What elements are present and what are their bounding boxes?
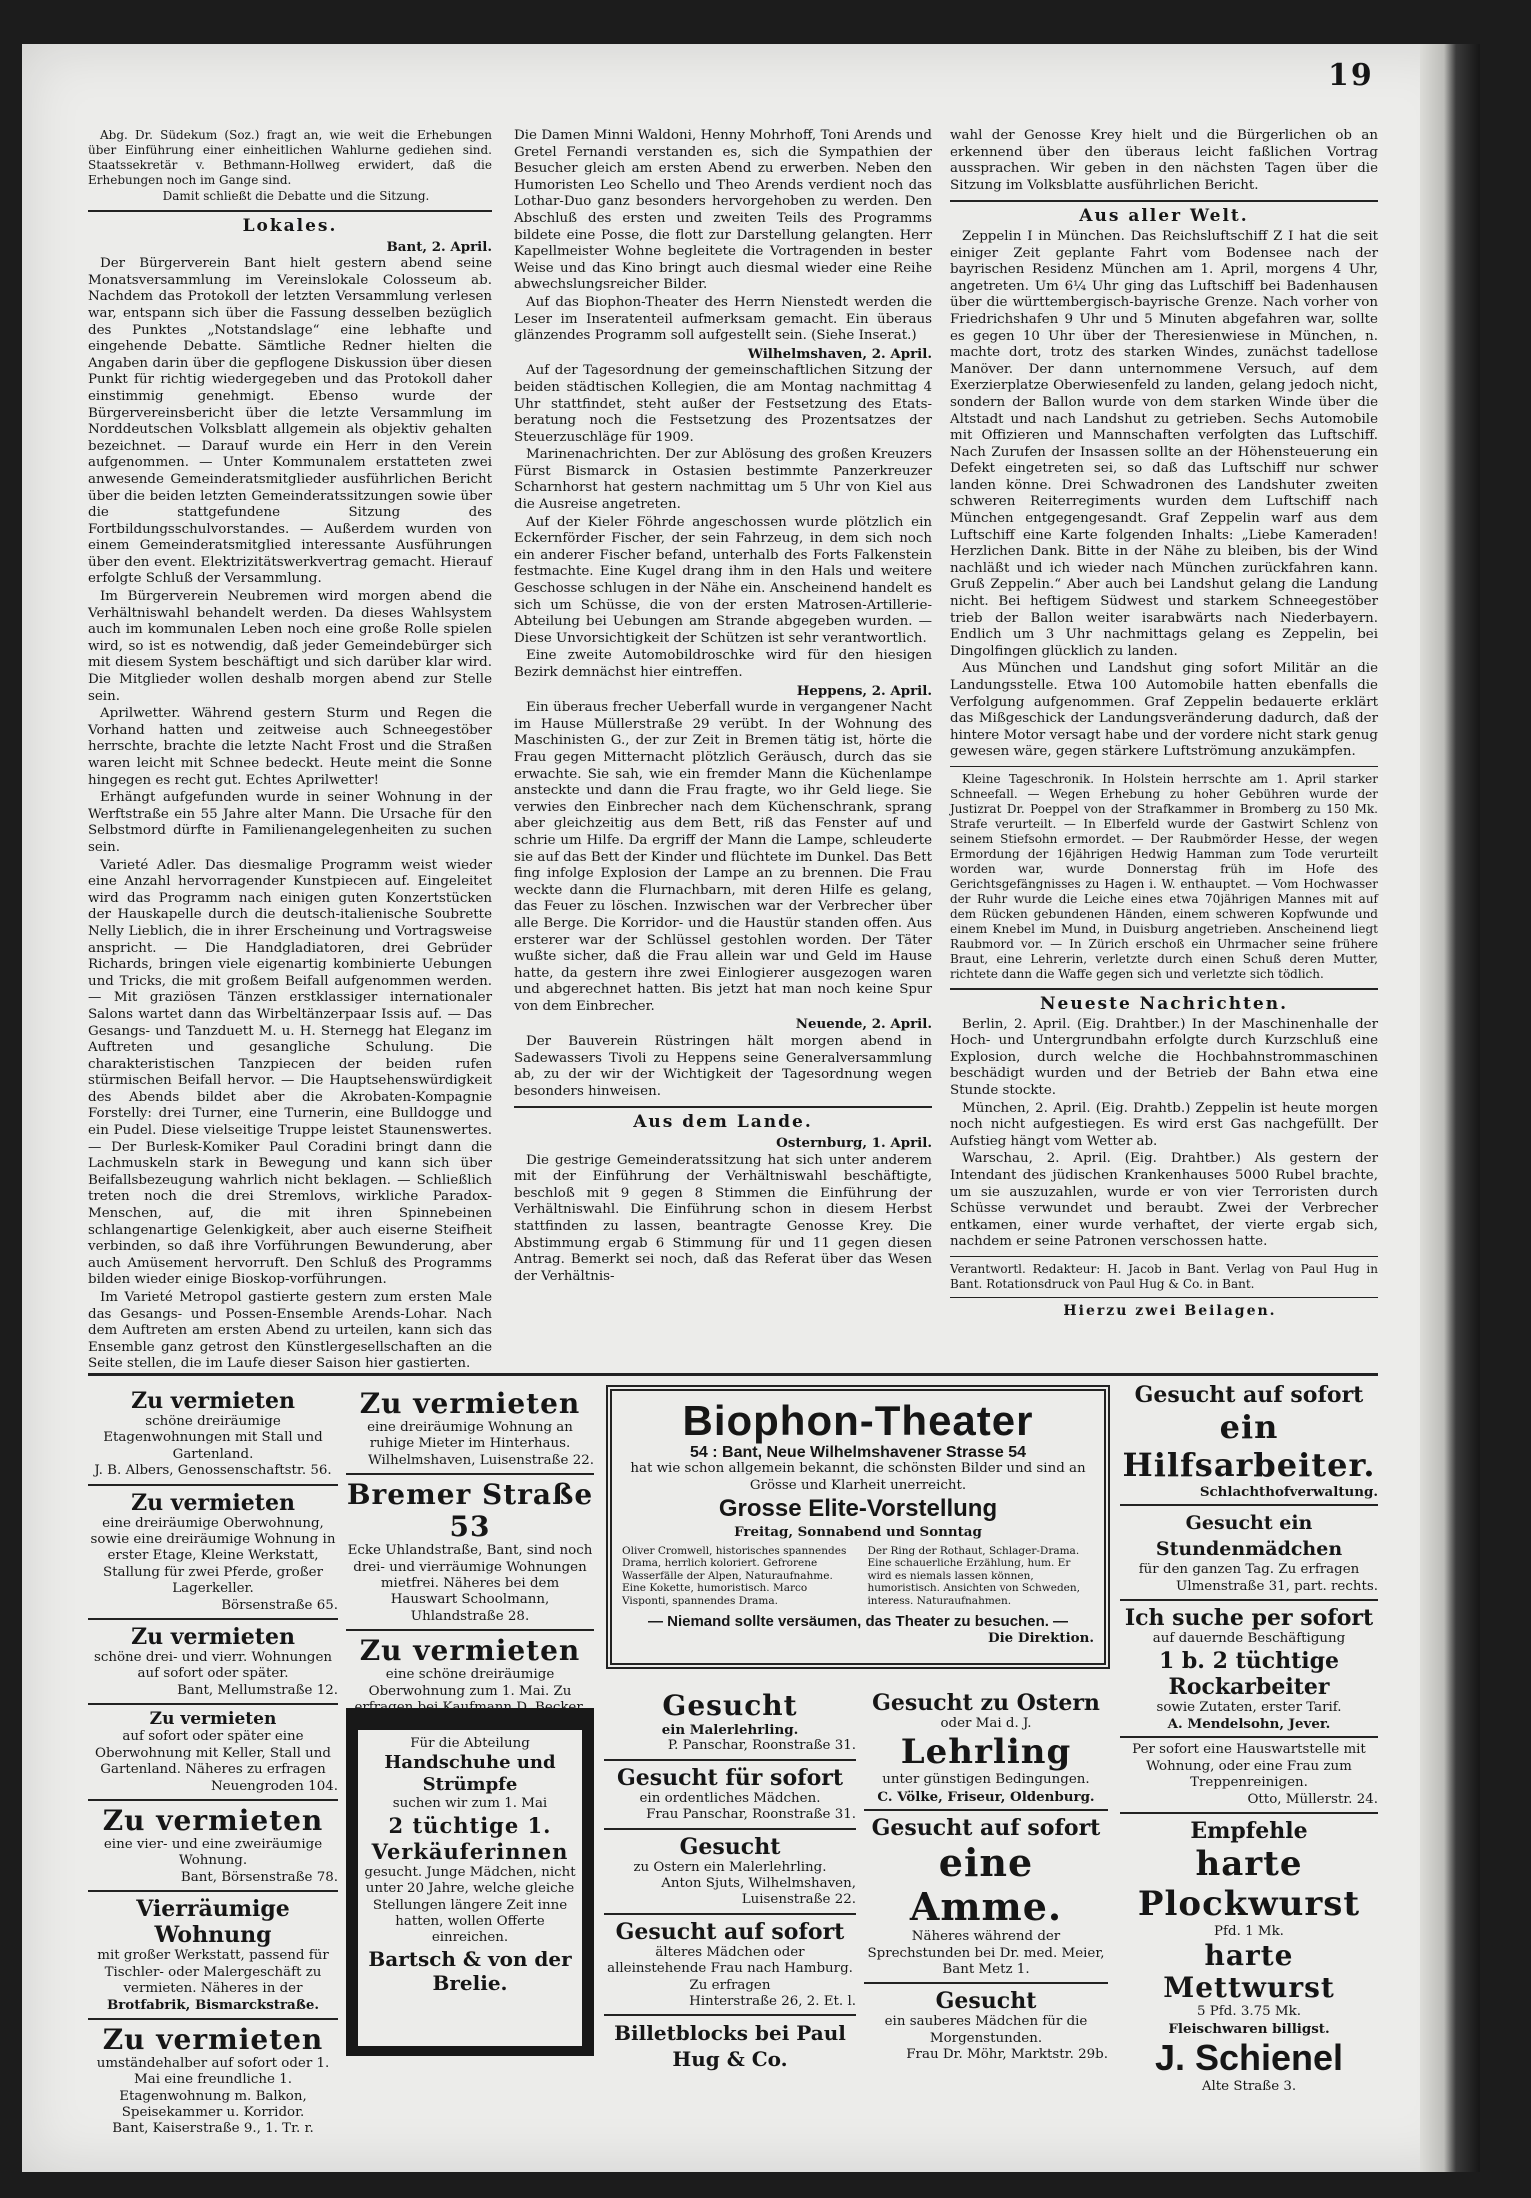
ad-title: Zu vermieten	[102, 1803, 324, 1837]
ad-signature: Bant, Mellumstraße 12.	[177, 1682, 338, 1698]
ad-text: eine dreiräumige Oberwohnung, sowie eine dreiräumige Wohnung in erster Etage, Kleine Werkstatt, Stallung für zwei Pferde, großer Lagerkeller.	[90, 1515, 336, 1597]
ad-text: für den ganzen Tag. Zu erfragen	[1138, 1562, 1360, 1578]
ad-signature: Bartsch & von der Brelie.	[368, 1946, 572, 1996]
ad-title: Zu vermieten	[131, 1388, 295, 1414]
ad-signature: Anton Sjuts, Wilhelmshaven, Luisenstraße 22.	[661, 1876, 856, 1908]
section-heading-neueste: Neueste Nachrichten.	[1039, 993, 1289, 1014]
section-heading-welt: Aus aller Welt.	[1079, 206, 1249, 227]
news-muenchen: München, 2. April. (Eig. Drahtb.) Zeppelin ist heute morgen noch nicht aufgestiegen. Es wird erst Gas nachgefüllt. Der Aufstieg hängt vom Wetter ab.	[950, 1100, 1378, 1149]
ad-divider	[1120, 1812, 1378, 1814]
ad-signature: J. B. Albers, Genossenschaftstr. 56.	[94, 1463, 332, 1479]
ad-signature: A. Mendelsohn, Jever.	[1167, 1716, 1331, 1733]
ad-column-b	[346, 1388, 594, 1733]
ad-text: Per sofort eine Hauswartstelle mit Wohnung, oder eine Frau zum Treppenreinigen.	[1132, 1742, 1366, 1791]
ad-signature: Wilhelmshaven, Luisenstraße 22.	[367, 1452, 594, 1468]
ad-title: Gesucht	[935, 1988, 1037, 2015]
ad-title: Zu vermieten	[131, 1489, 295, 1516]
ad-headline: Grosse Elite-Vorstellung	[718, 1495, 998, 1523]
ad-text: zu Ostern ein Malerlehrling.	[633, 1859, 827, 1875]
ad-signature: Frau Dr. Möhr, Marktstr. 29b.	[906, 2047, 1108, 2063]
ad-text: ein Malerlehrling.	[661, 1722, 799, 1738]
section-heading-lokales: Lokales.	[242, 216, 338, 236]
article-marinenachrichten: Marinenachrichten. Der zur Ablösung des großen Kreuzers Fürst Bismarck in Ostasien bestimmte Panzerkreuzer Scharnhorst hat gestern nachmittag um 5 Uhr von Kiel aus die Ausreise angetreten.	[514, 447, 932, 513]
ad-signature: Börsenstraße 65.	[221, 1597, 338, 1613]
ad-divider	[88, 1890, 338, 1892]
ad-signature: Brotfabrik, Bismarckstraße.	[106, 1997, 320, 2014]
article-variete-adler: Varieté Adler. Das diesmalige Programm weist wieder eine Anzahl hervorragender Kunstpiecen auf. Eingeleitet wird das Programm nach einigen guten Konzertstücken der Hauskapelle durch die deutsch-italienische Soubrette Nelly Lieblich, die in ihrer Erscheinung und Vortragsweise anspricht. — Die Handgladiatoren, drei Gebrüder Richards, bringen viele eigenartig kombinierte Uebungen und Tricks, die mit großem Beifall aufgenommen werden. — Mit graziösen Tänzen erstklassiger internationaler Salons wartet dann das Wirbeltänzerpaar Issis auf. — Das Gesangs- und Tanzduett M. u. H. Sternegg hat Eleganz im Auftreten und gesangliche Schulung. Die charakteristischen Tanzpiecen der beiden rufen stürmischen Beifall hervor. — Die Hauptsehenswürdigkeit des Abends bildet aber die Akrobaten-Kompagnie Forstelly: drei Turner, eine Turnerin, eine Bulldogge und ein Pudel. Diese vielseitige Truppe leistet Staunenswertes. — Der Burlesk-Komiker Paul Coradini bringt dann die Lachmuskeln stark in Bewegung und kann sich über Beifallsbezeugung wahrlich nicht beklagen. — Schließlich treten noch die drei Stremlovs, wirkliche Paradox-Menschen, auf, die mit ihren Spinnebeinen schlangenartige Gelenkigkeit, aber auch eiserne Steifheit verbinden, so daß ihre Vorführungen Bewunderung, aber auch Amüsement hervorruft. Den Schluß des Programms bilden wieder einige Bioskop-vorführungen.	[88, 857, 492, 1288]
article-gemeinderat: Die gestrige Gemeinderatssitzung hat sich unter anderem mit der Einführung der Verhältniswahl beschäftigte, beschloß mit 9 gegen 8 Stimmen die Einführung der Verhältniswahl. Die Einführung schon in diesem Herbst stattfinden zu lassen, beantragte Genosse Krey. Die Abstimmung ergab 6 Stimmung für und 11 gegen diesen Antrag. Bemerkt sei noch, daß das Referat über das Wesen der Verhältnis-	[514, 1152, 932, 1284]
ad-divider	[88, 1618, 338, 1620]
dateline: Heppens, 2. April.	[796, 682, 932, 699]
divider	[950, 988, 1378, 990]
parliament-note: Abg. Dr. Südekum (Soz.) fragt an, wie weit die Erhebungen über Einführung einer einheitlichen Wahlurne gediehen sind. Staatssekretär v. Bethmann-Hollweg erwidert, daß die Erhebungen noch im Gange sind.	[88, 128, 492, 187]
ad-handschuhe-inner	[358, 1730, 582, 2046]
ad-headline: Lehrling	[900, 1732, 1072, 1773]
ad-title: Gesucht	[679, 1833, 781, 1860]
ad-headline: ein Hilfsarbeiter.	[1122, 1408, 1376, 1484]
ad-divider	[1120, 1504, 1378, 1506]
ad-price: 5 Pfd. 3.75 Mk.	[1197, 2004, 1301, 2020]
ad-title: Gesucht auf sofort	[871, 1815, 1101, 1842]
ad-title: Gesucht ein Stundenmädchen	[1155, 1512, 1343, 1561]
ad-text: ein ordentliches Mädchen.	[639, 1790, 821, 1806]
divider	[88, 210, 492, 212]
ads-divider	[88, 1373, 1378, 1376]
article-erhaengt: Erhängt aufgefunden wurde in seiner Wohnung in der Werftstraße ein 55 Jahre alter Mann. Die Ursache für den Selbstmord dürfte in Familienangelegenheiten zu suchen sein.	[88, 790, 492, 855]
parliament-close: Damit schließt die Debatte und die Sitzung.	[162, 189, 430, 203]
article-aprilwetter: Aprilwetter. Während gestern Sturm und Regen die Vorhand hatten und zeitweise auch Schneegestöber herrschte, brachte die letzte Nacht Frost und die Straßen waren leicht mit Schnee bedeckt. Heute meint die Sonne hingegen es recht gut. Echtes Aprilwetter!	[88, 706, 492, 788]
ad-divider	[88, 1703, 338, 1705]
ad-text: Ecke Uhlandstraße, Bant, sind noch drei- und vierräumige Wohnungen mietfrei. Näheres bei dem Hauswart Schoolmann, Uhlandstraße 28.	[347, 1543, 593, 1624]
divider	[950, 766, 1378, 767]
binding-edge	[1420, 44, 1480, 2172]
ad-text: hat wie schon allgemein bekannt, die schönsten Bilder und sind an Grösse und Klarheit unerreicht.	[630, 1461, 1086, 1493]
ad-title: Biophon-Theater	[682, 1397, 1034, 1444]
article-zeppelin-cont: Aus München und Landshut ging sofort Militär an die Landungsstelle. Etwa 100 Automobile hatten ebenfalls die Verfolgung aufgenommen. Graf Zeppelin bedauerte erklärt das Mißgeschick der Landungsveränderung dadurch, daß der hintere Motor versagt habe und der vordere nicht stark genug gewesen wäre, gegen stärkere Luftströmung anzukämpfen.	[950, 661, 1378, 760]
ad-divider	[864, 1982, 1108, 1984]
article-ueberfall: Ein überaus frecher Ueberfall wurde in vergangener Nacht im Hause Müllerstraße 29 verübt. In der Wohnung des Maschinisten G., der zur Zeit in Bremen tätig ist, hörte die Frau gegen Mitternacht plötzlich Geräusch, durch das sie erwachte. Sie sah, wie ein fremder Mann die Küchenlampe ansteckte und dann die Frau fragte, wo ihr Geld liege. Sie verwies den Einbrecher nach dem Küchenschrank, sprang aber gleichzeitig aus dem Bett, riß das Fenster auf und schrie um Hilfe. Da ergriff der Mann die Lampe, schleuderte sie auf das Bett der Kinder und flüchtete im Dunkel. Das Bett fing infolge Explosion der Lampe an zu brennen. Die Frau weckte dann die Flurnachbarn, mit deren Hilfe es gelang, das Feuer zu löschen. Inzwischen war der Verbrecher über alle Berge. Die Korridor- und die Haustür standen offen. Aus ersterer war der Schlüssel gestohlen worden. Der Täter wußte sicher, daß die Frau allein war und Geld im Hause hatte, da gestern ihre zwei Einlogierer ausgezogen waren und abgerechnet hatten. Bis jetzt hat man noch keine Spur von dem Einbrecher.	[514, 700, 932, 1014]
ad-program	[622, 1545, 1094, 1608]
ad-title: Bremer Straße 53	[346, 1478, 594, 1544]
ad-title: Gesucht auf sofort	[1134, 1382, 1364, 1408]
divider	[950, 1297, 1378, 1298]
ad-text: oder Mai d. J.	[940, 1716, 1032, 1731]
ad-signature: Die Direktion.	[987, 1630, 1094, 1646]
beilagen-note: Hierzu zwei Beilagen.	[1063, 1302, 1277, 1319]
ad-headline: 1 b. 2 tüchtige Rockarbeiter	[1158, 1647, 1340, 1700]
ad-divider	[604, 2014, 856, 2016]
dateline: Wilhelmshaven, 2. April.	[747, 345, 932, 362]
ad-signature: J. Schienel	[1154, 2037, 1344, 2079]
column-2	[514, 128, 932, 1286]
imprint: Verantwortl. Redakteur: H. Jacob in Bant. Verlag von Paul Hug in Bant. Rotationsdruck von Paul Hug & Co. in Bant.	[950, 1261, 1378, 1291]
ad-title: Ich suche per sofort	[1124, 1605, 1374, 1632]
ad-headline: eine Amme.	[909, 1840, 1063, 1930]
dateline: Bant, 2. April.	[386, 238, 492, 255]
ad-column-a	[88, 1388, 338, 2138]
article-tageschronik: Kleine Tageschronik. In Holstein herrschte am 1. April starker Schneefall. — Wegen Erhebung zu hoher Gebühren wurde der Justizrat Dr. Poeppel von der Strafkammer in Bromberg zu 150 Mk. Strafe verurteilt. — In Elberfeld wurde der Gastwirt Schlenz von seinem Stiefsohn ermordet. — Der Raubmörder Hesse, der wegen Ermordung der 16jährigen Hedwig Hamman zum Tode verurteilt worden war, wurde Donnerstag früh im Hofe des Gerichtsgefängnisses zu Hagen i. W. enthauptet. — Vom Hochwasser der Ruhr wurde die Leiche eines etwa 70jährigen Mannes mit auf dem Rücken gebundenen Händen, einem schweren Kopfwunde und einem Knebel im Mund, in Duisburg angetrieben. Anscheinend liegt Raubmord vor. — In Zürich erschoß ein Uhrmacher seine frühere Braut, eine Lehrerin, verletzte durch einen Schuß deren Mutter, richtete dann die Waffe gegen sich und verletzte sich tödlich.	[950, 771, 1378, 981]
page-number: 19	[1328, 58, 1374, 93]
news-berlin: Berlin, 2. April. (Eig. Drahtber.) In der Maschinenhalle der Hoch- und Untergrundbahn erfolgte durch Kurzschluß eine Explosion, durch welche die Hochbahnstrommaschinen beschädigt wurden und der Betrieb der Bahn etwa eine Stunde stockte.	[950, 1016, 1378, 1098]
news-warschau: Warschau, 2. April. (Eig. Drahtber.) Als gestern der Intendant des jüdischen Krankenhauses 5000 Rubel brachte, um sie auszuzahlen, wurde er von vier Terroristen durch Schüsse verwundet und beraubt. Zwei der Verbrecher entkamen, einer wurde verhaftet, der vierte ergab sich, nachdem er seine Patronen verschossen hatte.	[950, 1151, 1378, 1250]
ad-title: Zu vermieten	[359, 1387, 581, 1420]
ad-text: auf sofort oder später eine Oberwohnung mit Keller, Stall und Gartenland. Näheres zu erfragen	[94, 1729, 332, 1778]
ad-divider	[88, 2018, 338, 2020]
ad-text: Für die Abteilung	[410, 1736, 530, 1751]
ad-text: eine schöne dreiräumige Oberwohnung zum 1. Mai. Zu	[368, 1667, 572, 1699]
divider	[514, 1106, 932, 1108]
article-neubremen: Im Bürgerverein Neubremen wird morgen abend die Verhältniswahl behandelt werden. Da dieses Wahlsystem auch im kommunalen Leben noch eine große Rolle spielen wird, so ist es notwendig, daß jeder Gemeindebürger sich mit diesem System beschäftigt und sich darüber klar wird. Die Mitglieder wollen deshalb morgen abend zur Stelle sein.	[88, 589, 492, 704]
ad-divider	[346, 1629, 594, 1631]
ad-days: Freitag, Sonnabend und Sonntag	[734, 1524, 982, 1541]
ad-text: älteres Mädchen oder alleinstehende Frau nach Hamburg. Zu erfragen	[607, 1944, 853, 1993]
ad-headline: 2 tüchtige 1. Verkäuferinnen	[371, 1812, 569, 1864]
article-automobildroschke: Eine zweite Automobildroschke wird für den hiesigen Bezirk demnächst hier eintreffen.	[514, 648, 932, 680]
column-3	[950, 128, 1378, 1320]
ad-signature: P. Panschar, Roonstraße 31.	[667, 1738, 856, 1754]
ad-title: Zu vermieten	[102, 2022, 324, 2056]
ad-signature: Bant, Börsenstraße 78.	[180, 1869, 338, 1885]
ad-text: sowie Zutaten, erster Tarif.	[1156, 1699, 1342, 1715]
article-gemeinderat-cont: wahl der Genosse Krey hielt und die Bürgerlichen ob an erkennend über den überaus leicht faßlichen Vortrag aussprachen. Wir geben in den nächsten Tagen über die Sitzung im Volksblatte ausführlichen Bericht.	[950, 128, 1378, 193]
ad-signature: Neuengroden 104.	[210, 1778, 338, 1794]
divider	[950, 200, 1378, 202]
section-heading-lande: Aus dem Lande.	[633, 1112, 813, 1133]
ad-column-d	[864, 1690, 1108, 2064]
ad-title: Gesucht zu Ostern	[872, 1690, 1100, 1716]
divider	[950, 1256, 1378, 1257]
ad-text: auf dauernde Beschäftigung	[1152, 1631, 1346, 1647]
article-bauverein: Der Bauverein Rüstringen hält morgen abend in Sadewassers Tivoli zu Heppens seine Generalversammlung ab, zu der wir der Wichtigkeit der Tagesordnung wegen besonders hinweisen.	[514, 1034, 932, 1099]
ad-title: Empfehle	[1190, 1818, 1308, 1845]
ad-title: Gesucht auf sofort	[615, 1918, 845, 1945]
ad-program-left: Oliver Cromwell, historisches spannendes Drama, herrlich koloriert. Gefrorene Wasserfälle der Alpen, Naturaufnahme. Eine Kokette, humoristisch. Marco Visponti, spannendes Drama.	[622, 1544, 847, 1607]
ad-divider	[604, 1828, 856, 1830]
ad-title: Zu vermieten	[131, 1624, 295, 1651]
ad-text: mit großer Werkstatt, passend für Tischler- oder Malergeschäft zu vermieten. Näheres in der	[97, 1948, 329, 1996]
ad-signature: Otto, Müllerstr. 24.	[1247, 1791, 1378, 1807]
ad-divider	[604, 1913, 856, 1915]
ad-column-e	[1120, 1382, 1378, 2096]
ad-title: Gesucht	[662, 1689, 798, 1722]
ad-signature: Schlachthofverwaltung.	[1199, 1484, 1378, 1500]
article-variete-metropol: Im Varieté Metropol gastierte gestern zum ersten Male das Gesangs- und Possen-Ensemble Arends-Lohar. Nach dem Auftreten am ersten Abend zu urteilen, kann sich das Ensemble ganz getrost den Künstlergesellschaften an die Seite stellen, die im Laufe dieser Saison hier gastierten.	[88, 1290, 492, 1372]
ad-signature: C. Völke, Friseur, Oldenburg.	[877, 1788, 1095, 1805]
ad-biophon-theater	[606, 1385, 1110, 1669]
ad-warning: — Niemand sollte versäumen, das Theater zu besuchen. —	[647, 1612, 1069, 1630]
ad-text: eine vier- und eine zweiräumige Wohnung.	[103, 1836, 323, 1869]
dateline: Osternburg, 1. April.	[776, 1135, 932, 1152]
ad-divider	[88, 1799, 338, 1801]
ad-text: schöne dreiräumige Etagenwohnungen mit Stall und Gartenland.	[103, 1414, 323, 1462]
ad-text: eine dreiräumige Wohnung an ruhige Mieter im Hinterhaus.	[367, 1420, 573, 1452]
ad-column-c	[604, 1690, 856, 2072]
ad-billetblocks: Billetblocks bei Paul Hug & Co.	[614, 2021, 846, 2072]
ad-address: 54 : Bant, Neue Wilhelmshavener Strasse 54	[690, 1444, 1026, 1461]
ad-headline: harte Mettwurst	[1163, 1939, 1335, 2005]
ad-text: umständehalber auf sofort oder 1. Mai eine freundliche 1. Etagenwohnung m. Balkon, Speisekammer u. Korridor.	[96, 2055, 330, 2120]
ad-title: Gesucht für sofort	[616, 1764, 844, 1791]
ad-title: Zu vermieten	[149, 1709, 277, 1730]
ad-title: Vierräumige Wohnung	[136, 1896, 290, 1949]
ad-divider	[864, 1809, 1108, 1811]
ad-title: Zu vermieten	[359, 1634, 581, 1668]
dateline: Neuende, 2. April.	[795, 1016, 932, 1033]
ad-text: gesucht. Junge Mädchen, nicht unter 20 Jahre, welche gleiche Stellungen längere Zeit inne hatten, wollen Offerte einreichen.	[364, 1864, 576, 1946]
ad-text: Fleischwaren billigst.	[1168, 2020, 1330, 2037]
article-metropol-cont: Die Damen Minni Waldoni, Henny Mohrhoff, Toni Arends und Gretel Fernandi verstanden es, sich die Sympathien der Besucher gleich am ersten Abend zu erwerben. Neben den Humoristen Leo Schello und Theo Arends verdient noch das Lothar-Duo ganz besonders hervorgehoben zu werden. Den Abschluß des ersten und zweiten Teils des Programms bildete eine Posse, die flott zur Darstellung gelangten. Herr Kapellmeister Wohne begleitete die Vortragenden in bester Weise und das Kino bringt auch diesmal wieder eine Reihe abwechslungsreicher Bilder.	[514, 128, 932, 293]
ad-text: unter günstigen Bedingungen.	[882, 1772, 1090, 1788]
article-tagesordnung: Auf der Tagesordnung der gemeinschaftlichen Sitzung der beiden städtischen Kollegien, die am Montag nachmittag 4 Uhr stattfindet, steht außer der Festsetzung des Etats-beratung noch die Festsetzung des Prozentsatzes der Steuerzuschläge für 1909.	[514, 363, 932, 445]
ad-divider	[88, 1484, 338, 1486]
ad-handschuhe	[346, 1708, 594, 2056]
article-biophon: Auf das Biophon-Theater des Herrn Nienstedt werden die Leser im Inseratenteil aufmerksam gemacht. Ein überaus glänzendes Programm soll aufgestellt sein. (Siehe Inserat.)	[514, 294, 932, 344]
article-zeppelin: Zeppelin I in München. Das Reichsluftschiff Z I hat die seit einiger Zeit geplante Fahrt vom Bodensee nach der bayrischen Residenz München am 1. April, morgens 4 Uhr, angetreten. Um 6¼ Uhr ging das Luftschiff bei Badenhausen über die württembergisch-bayrische Grenze. Nach vorher von Friedrichshafen 9 Uhr und 5 Minuten abgefahren war, sollte es gegen 10 Uhr über der Theresienwiese in München, n. machte dort, trotz des starken Windes, zunächst tadellose Manöver. Der dann unternommene Versuch, auf dem Exerzierplatze Oberwiesenfeld zu landen, gelang jedoch nicht, sondern der Ballon wurde von dem starken Winde über die Altstadt und nach Landshut zu getrieben. Sechs Automobile mit Offizieren und Mannschaften verfolgten das Luftschiff. Nach Zurufen der Insassen sollte an der Höhensteuerung ein Defekt eingetreten sei, so daß das Luftschiff nur schwer landen könne. Drei Schwadronen des Landshuter zweiten schweren Reiterregiments wurden dem Luftschiff nach München entgegengesandt. Graf Zeppelin warf aus dem Luftschiff eine Karte folgenden Inhalts: „Liebe Kameraden! Herzlichen Dank. Bitte in der Nähe zu bleiben, bis der Wind nachläßt und ich wieder nach München zurückfahren kann. Gruß Zeppelin.“ Aber auch bei Landshut gelang die Landung nicht. Bei heftigem Südwest und starkem Schneegestöber trieb der Ballon weiter isarabwärts nach Niederbayern. Endlich um 3 Uhr nachmittags gelang es Zeppelin, bei Dingolfingen glücklich zu landen.	[950, 228, 1378, 659]
ad-divider	[346, 1473, 594, 1475]
column-1	[88, 128, 492, 1374]
ad-signature: Bant, Kaiserstraße 9., 1. Tr. r.	[112, 2121, 314, 2137]
ad-title: Handschuhe und Strümpfe	[384, 1752, 556, 1796]
ad-price: Pfd. 1 Mk.	[1214, 1924, 1284, 1940]
ad-divider	[604, 1759, 856, 1761]
ad-signature: Hinterstraße 26, 2. Et. l.	[689, 1994, 856, 2010]
ad-signature: Frau Panschar, Roonstraße 31.	[646, 1807, 856, 1823]
ad-signature: Ulmenstraße 31, part. rechts.	[1176, 1578, 1378, 1594]
article-kieler-foehrde: Auf der Kieler Föhrde angeschossen wurde plötzlich ein Eckernförder Fischer, der sein Fahrzeug, in dem sich noch ein anderer Fischer befand, unterhalb des Forts Falkenstein festmachte. Eine Kugel drang ihm in den Hals und weitere Geschosse schlugen in der Nähe ein. Anscheinend handelt es sich um Schüsse, die von der ersten Matrosen-Artillerie-Abteilung bei Uebungen am Strande abgegeben wurden. — Diese Unvorsichtigkeit der Schützen ist sehr verantwortlich.	[514, 514, 932, 646]
ad-text: schöne drei- und vierr. Wohnungen auf sofort oder später.	[93, 1650, 333, 1682]
ad-text: Näheres während der Sprechstunden bei Dr. med. Meier, Bant Metz 1.	[867, 1929, 1105, 1978]
ad-text: suchen wir zum 1. Mai	[392, 1796, 548, 1812]
ad-headline: harte Plockwurst	[1137, 1844, 1361, 1925]
ad-text: ein sauberes Mädchen für die Morgenstunden.	[884, 2014, 1088, 2046]
article-buergerverein-bant: Der Bürgerverein Bant hielt gestern abend seine Monatsversammlung im Vereinslokale Colosseum ab. Nachdem das Protokoll der letzten Versammlung verlesen war, entspann sich über die Fassung desselben bezüglich des Punktes „Notstandslage“ eine lebhafte und eingehende Debatte. Sämtliche Redner hielten die Angaben darin über die gepflogene Diskussion über diesen Punkt für richtig wiedergegeben und das Protokoll daher einstimmig genehmigt. Ebenso wurde der Bürgervereinsbericht über die letzte Versammlung im Norddeutschen Volksblatt allgemein als objektiv gehalten bezeichnet. — Darauf wurde ein Herr in den Verein aufgenommen. — Unter Kommunalem erstatteten zwei anwesende Gemeinderatsmitglieder ausführlichen Bericht über die beiden letzten Gemeinderatssitzungen sowie über die stattgefundene Sitzung des Fortbildungsschulvorstandes. — Außerdem wurden von einem Gemeinderatsmitglied interessante Ausführungen über den event. Elektrizitätswerkvertrag gemacht. Hierauf erfolgte Schluß der Versammlung.	[88, 256, 492, 587]
ad-divider	[1120, 1736, 1378, 1738]
ad-address: Alte Straße 3.	[1201, 2079, 1297, 2095]
ad-program-right: Der Ring der Rothaut, Schlager-Drama. Eine schauerliche Erzählung, hum. Er wird es niemals lassen können, humoristisch. Ansichten von Schweden, interess. Naturaufnahmen.	[867, 1544, 1081, 1607]
ad-divider	[1120, 1599, 1378, 1601]
